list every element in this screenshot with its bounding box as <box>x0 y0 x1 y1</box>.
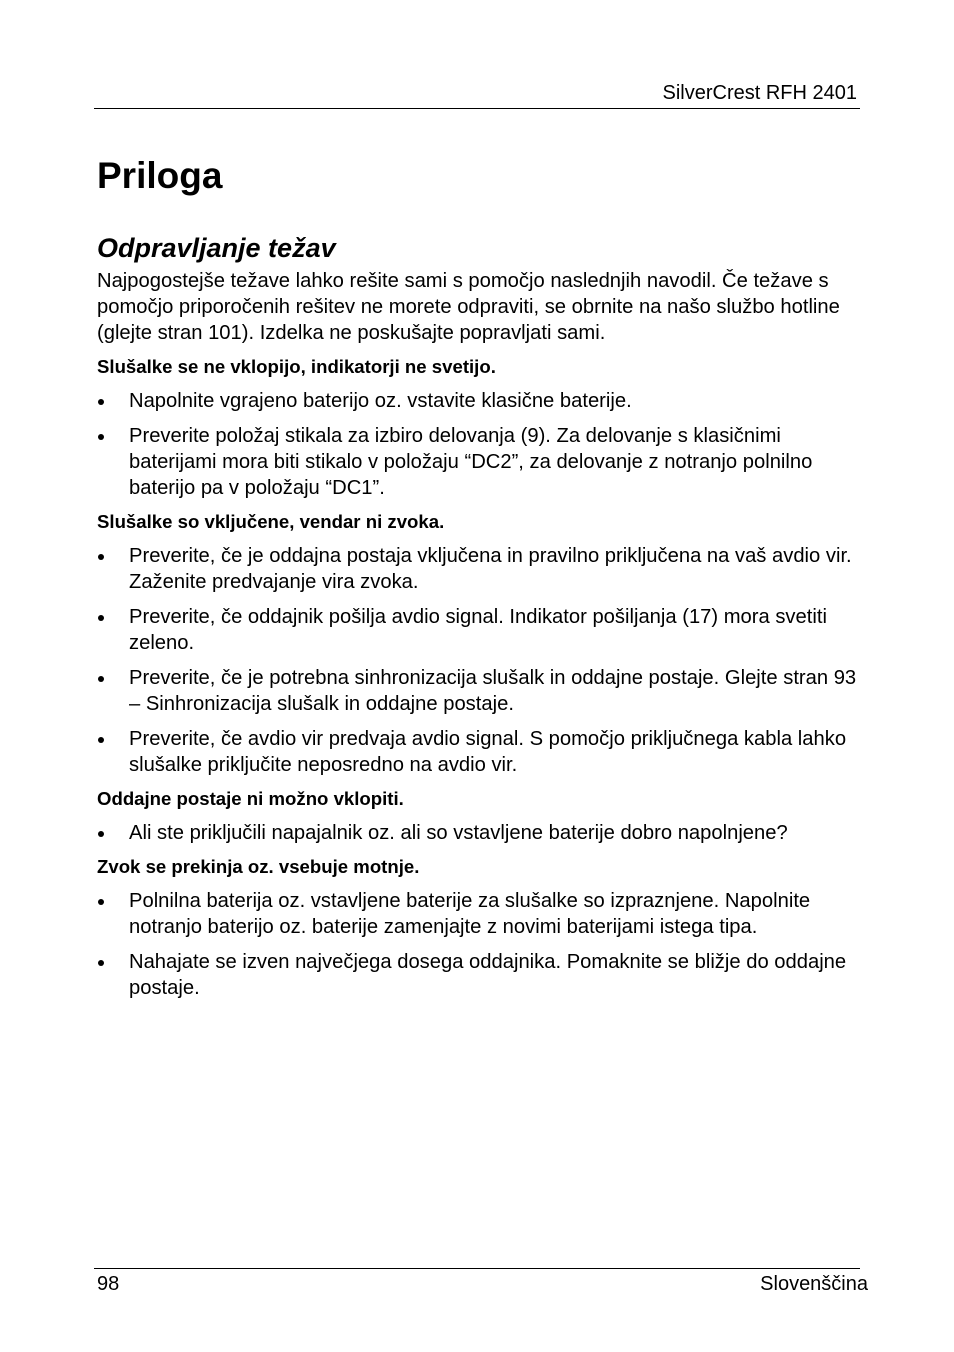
running-header: SilverCrest RFH 2401 <box>662 82 857 104</box>
bullet-icon <box>98 554 104 560</box>
footer-language: Slovenščina <box>760 1273 868 1295</box>
issue-heading: Zvok se prekinja oz. vsebuje motnje. <box>97 856 420 877</box>
list-item-text: Polnilna baterija oz. vstavljene baterije za slušalke so izpraznjene. Napolnite notranjo baterijo oz. baterije zamenjajte z novimi baterijami istega tipa. <box>129 890 811 938</box>
list-item-text: Nahajate se izven največjega dosega oddajnika. Pomaknite se bližje do oddajne postaje. <box>129 951 847 999</box>
issue-solutions-list <box>97 543 859 778</box>
troubleshooting-list <box>97 354 859 1001</box>
list-item <box>97 949 859 1001</box>
issue-heading: Oddajne postaje ni možno vklopiti. <box>97 788 404 809</box>
list-item-text: Preverite, če je oddajna postaja vključena in pravilno priključena na vaš avdio vir. Zaženite predvajanje vira zvoka. <box>129 545 852 593</box>
bullet-icon <box>98 399 104 405</box>
list-item <box>97 604 859 656</box>
bullet-icon <box>98 899 104 905</box>
issue-solutions-list <box>97 888 859 1001</box>
list-item <box>97 543 859 595</box>
issue-heading: Slušalke se ne vklopijo, indikatorji ne svetijo. <box>97 356 496 377</box>
section-title: Odpravljanje težav <box>97 233 336 263</box>
list-item-text: Napolnite vgrajeno baterijo oz. vstavite klasične baterije. <box>129 390 632 412</box>
footer-rule <box>94 1268 860 1269</box>
list-item-text: Ali ste priključili napajalnik oz. ali so vstavljene baterije dobro napolnjene? <box>129 822 788 844</box>
page-content <box>97 152 859 1009</box>
chapter-title: Priloga <box>97 155 223 196</box>
bullet-icon <box>98 615 104 621</box>
bullet-icon <box>98 737 104 743</box>
list-item-text: Preverite, če je potrebna sinhronizacija slušalk in oddajne postaje. Glejte stran 93 – Sinhronizacija slušalk in oddajne postaje. <box>129 667 857 715</box>
list-item <box>97 820 859 846</box>
bullet-icon <box>98 676 104 682</box>
list-item-text: Preverite, če avdio vir predvaja avdio signal. S pomočjo priključnega kabla lahko slušalke priključite neposredno na avdio vir. <box>129 728 847 776</box>
issue-solutions-list <box>97 388 859 501</box>
issue-solutions-list <box>97 820 859 846</box>
issue-heading: Slušalke so vključene, vendar ni zvoka. <box>97 511 445 532</box>
list-item <box>97 888 859 940</box>
list-item <box>97 388 859 414</box>
intro-paragraph: Najpogostejše težave lahko rešite sami s pomočjo naslednjih navodil. Če težave s pomočjo priporočenih rešitev ne morete odpraviti, se obrnite na našo službo hotline (glejte stran 101). Izdelka ne poskušajte popravljati sami. <box>97 270 840 344</box>
list-item <box>97 423 859 501</box>
list-item-text: Preverite, če oddajnik pošilja avdio signal. Indikator pošiljanja (17) mora svetiti zeleno. <box>129 606 827 654</box>
bullet-icon <box>98 434 104 440</box>
bullet-icon <box>98 960 104 966</box>
bullet-icon <box>98 831 104 837</box>
list-item-text: Preverite položaj stikala za izbiro delovanja (9). Za delovanje s klasičnimi baterijami mora biti stikalo v položaju “DC2”, za delovanje z notranjo polnilno baterijo pa v položaju “DC1”. <box>129 425 813 499</box>
list-item <box>97 726 859 778</box>
header-rule <box>94 108 860 109</box>
list-item <box>97 665 859 717</box>
page-number: 98 <box>97 1273 120 1295</box>
